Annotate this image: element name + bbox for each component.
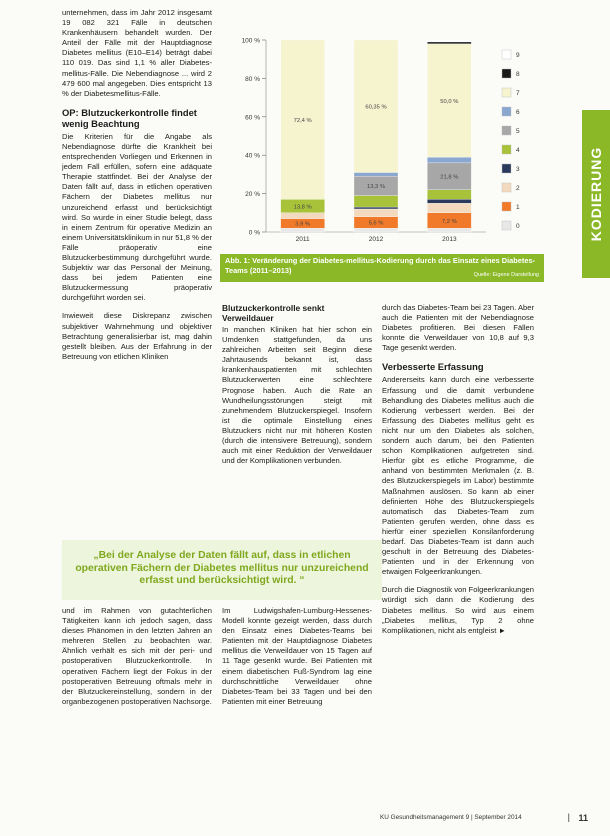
data-label: 60,35 %	[365, 104, 387, 111]
bar-segment	[354, 207, 398, 209]
figure-chart	[220, 26, 544, 280]
y-tick-label: 80 %	[245, 75, 260, 83]
legend-label: 8	[516, 71, 520, 78]
paragraph: und im Rahmen von gutachterlichen Tätigkeiten kann ich jedoch sagen, dass dieses Phänomen in den letzten Jahren an mehreren Stellen zu beobachten war. Ähnlich verhält es sich mit der peri- und postoperativen Blutzuckerkontrolle. In operativen Fächern liegt der Fokus in der postoperativen Betreuung oftmals mehr in der Blutzuckereinstellung, sondern in der organbezogenen postoperativen Nachsorge.	[62, 606, 212, 706]
data-label: 13,3 %	[366, 184, 386, 191]
stacked-bar-chart	[220, 26, 544, 258]
legend-swatch	[502, 183, 511, 192]
bar-segment	[427, 40, 471, 42]
data-label: 50,0 %	[440, 98, 459, 105]
paragraph: In manchen Kliniken hat hier schon ein Umdenken stattgefunden, da uns zahlreichen Arbeiten seit Beginn diese Jahrtausends bekannt ist, dass krankenhauspatienten mit schlechten Blutzuckerwerten eine schlechtere Prognose haben. Auch die Rate an Wundheilungsstörungen steigt mit zunehmendem Blutzuckerspiegel. Insofern ist die optimale Einstellung eines Blutzuckers nicht nur mit höheren Kosten (durch die intensivere Betreuung), sondern auch mit einer Reduktion der Verweildauer und der Komplikationen verbunden.	[222, 325, 372, 466]
y-tick-label: 100 %	[241, 37, 260, 45]
footer-separator: |	[567, 812, 570, 822]
legend-swatch	[502, 107, 511, 116]
y-tick-label: 40 %	[245, 152, 260, 160]
y-tick-label: 20 %	[245, 191, 260, 199]
legend-label: 7	[516, 90, 520, 97]
legend-swatch	[502, 126, 511, 135]
bar-segment	[427, 199, 471, 203]
x-tick-label: 2012	[368, 236, 384, 243]
legend-swatch	[502, 145, 511, 154]
data-label: 5,6 %	[368, 220, 384, 227]
caption-source: Quelle: Eigene Darstellung	[473, 271, 539, 278]
paragraph: Im Ludwigshafen-Lumburg-Hessenes-Modell konnte gezeigt werden, dass durch den Einsatz eines Diabetes-Teams bei Patienten mit der Hauptdiagnose Diabetes mellitus die Verweildauer von 15 Tagen auf 11 Tage gesenkt wurde. Bei Patienten mit einem diabetischen Fuß-Syndrom lag eine durchschnittliche Verweildauer ohne Diabetes-Team bei 33 Tagen und bei den Patienten mit einer Betreuung	[222, 606, 372, 706]
legend-swatch	[502, 69, 511, 78]
section-heading: Blutzuckerkontrolle senkt Verweildauer	[222, 303, 325, 323]
legend-label: 2	[516, 185, 520, 192]
data-label: 21,8 %	[440, 174, 459, 181]
column-left-bottom	[62, 606, 212, 715]
bar-segment	[427, 203, 471, 213]
legend-swatch	[502, 88, 511, 97]
bar-segment	[354, 172, 398, 176]
legend-label: 1	[516, 204, 520, 211]
legend-label: 0	[516, 223, 520, 230]
paragraph: Inwieweit diese Diskrepanz zwischen subjektiver Wahrnehmung und objektiver Betrachtung generalisierbar ist, mag dahin gestellt bleiben. Aus der Erfahrung in der Betreuung von etlichen Kliniken	[62, 311, 212, 361]
pull-quote: „Bei der Analyse der Daten fällt auf, dass in etlichen operativen Fächern der Diabetes mellitus nur unzureichend erfasst und berücksichtigt wird. “	[62, 540, 382, 600]
section-heading: Verbesserte Erfassung	[382, 361, 484, 373]
paragraph: Andererseits kann durch eine verbesserte Erfassung und die damit verbundene Behandlung des Diabetes mellitus auch die Kodierung verbessert werden. Bei der Erfassung des Diabetes mellitus geht es nicht nur um den Diabetes als solchen, sondern auch darum, bei den Patienten schon Komplikationen aufgetreten sind. Hierfür gibt es etliche Programme, die anhand von bestimmten Merkmalen (z. B. des Blutzuckerspiegels im Labor) bestimmte Maßnahmen auslösen. So kann ab einer definierten Höhe des Blutzuckerspiegels automatisch das Diabetes-Team zum Patienten gerufen werden, ohne dass es hierfür einer speziellen Konsilanforderung bedarf. Das Diabetes-Team ist dann auch geschult in der Betreuung des Diabetes-Patienten und in der Erkennung von etwaigen Folgeerkrankungen.	[382, 375, 534, 577]
section-tab-label: KODIERUNG	[588, 146, 604, 242]
bar-segment	[427, 228, 471, 232]
data-label: 13,8 %	[293, 204, 312, 211]
bar-segment	[281, 213, 325, 219]
paragraph: unternehmen, dass im Jahr 2012 insgesamt 19 082 321 Fälle in deutschen Krankenhäusern behandelt wurden. Der Anteil der Fälle mit der Hauptdiagnose Diabetes mellitus (E10–E14) beträgt dabei 110 019. Das sind 1,1 % aller Diabetes-mellitus-Fälle. Die Nebendiagnose ... wird 2 479 600 mal angegeben. Dies entspricht 13 % der Diabetesmellitus-Fälle.	[62, 8, 212, 98]
legend-label: 6	[516, 109, 520, 116]
legend-label: 5	[516, 128, 520, 135]
bar-segment	[427, 157, 471, 163]
column-left-top	[62, 8, 212, 370]
column-middle-bottom	[222, 606, 372, 715]
bar-segment	[354, 196, 398, 208]
data-label: 7,2 %	[441, 218, 457, 225]
page-footer	[380, 814, 600, 821]
legend-swatch	[502, 164, 511, 173]
bar-segment	[281, 228, 325, 232]
data-label: 72,4 %	[293, 117, 312, 124]
section-tab	[582, 110, 610, 278]
data-label: 3,9 %	[295, 221, 311, 228]
y-tick-label: 60 %	[245, 114, 260, 122]
x-tick-label: 2011	[295, 236, 310, 243]
paragraph: Durch die Diagnostik von Folgeerkrankungen würdigt sich dann die Kodierung des Diabetes mellitus. So wird aus einem „Diabetes mellitus, Typ 2 ohne Komplikationen, nicht als entgleist ►	[382, 585, 534, 635]
paragraph: Die Kriterien für die Angabe als Nebendiagnose dürfte die Krankheit bei entsprechenden Vorliegen und Erkennen in jedem Fall erfüllen, sofern eine adäquate Therapie stattfindet. Bei der Analyse der Daten fällt auf, dass in etlichen operativen Fächern der Diabetes mellitus nur unzureichend erfasst und berücksichtigt wird. So wurde in einer Studie belegt, dass in einem Zentrum für operative Medizin an einem Universitätsklinikum in nur 51,8 % der Fälle präoperativ eine Blutzuckerbestimmung durchgeführt wurde. Subjektiv war das Personal der Meinung, dass bei jedem Patienten eine Blutzuckermessung präoperativ durchgeführt worden sei.	[62, 131, 212, 303]
bar-segment	[354, 209, 398, 217]
legend-label: 9	[516, 52, 520, 59]
x-tick-label: 2013	[442, 236, 457, 243]
column-middle	[222, 303, 372, 474]
legend-swatch	[502, 50, 511, 59]
bar-segment	[427, 42, 471, 44]
paragraph: durch das Diabetes-Team bei 23 Tagen. Aber auch die Patienten mit der Nebendiagnose Diabetes profitieren. Bei diesen Fällen konnte die Verweildauer von 10,8 auf 9,3 Tage gesenkt werden.	[382, 303, 534, 353]
section-heading: OP: Blutzuckerkontrolle findet wenig Beachtung	[62, 106, 197, 129]
legend-swatch	[502, 202, 511, 211]
legend-label: 4	[516, 147, 520, 154]
legend-swatch	[502, 221, 511, 230]
y-tick-label: 0 %	[248, 229, 260, 237]
caption-text: Abb. 1: Veränderung der Diabetes-mellitus-Kodierung durch das Einsatz eines Diabetes-Teams (2011–2013)	[225, 256, 536, 275]
page-number: 11	[578, 813, 588, 823]
journal-name: KU Gesundheitsmanagement 9 | September 2014	[380, 814, 522, 821]
bar-segment	[354, 228, 398, 232]
figure-caption	[220, 254, 544, 282]
legend-label: 3	[516, 166, 520, 173]
bar-segment	[427, 190, 471, 200]
column-right	[382, 303, 534, 644]
